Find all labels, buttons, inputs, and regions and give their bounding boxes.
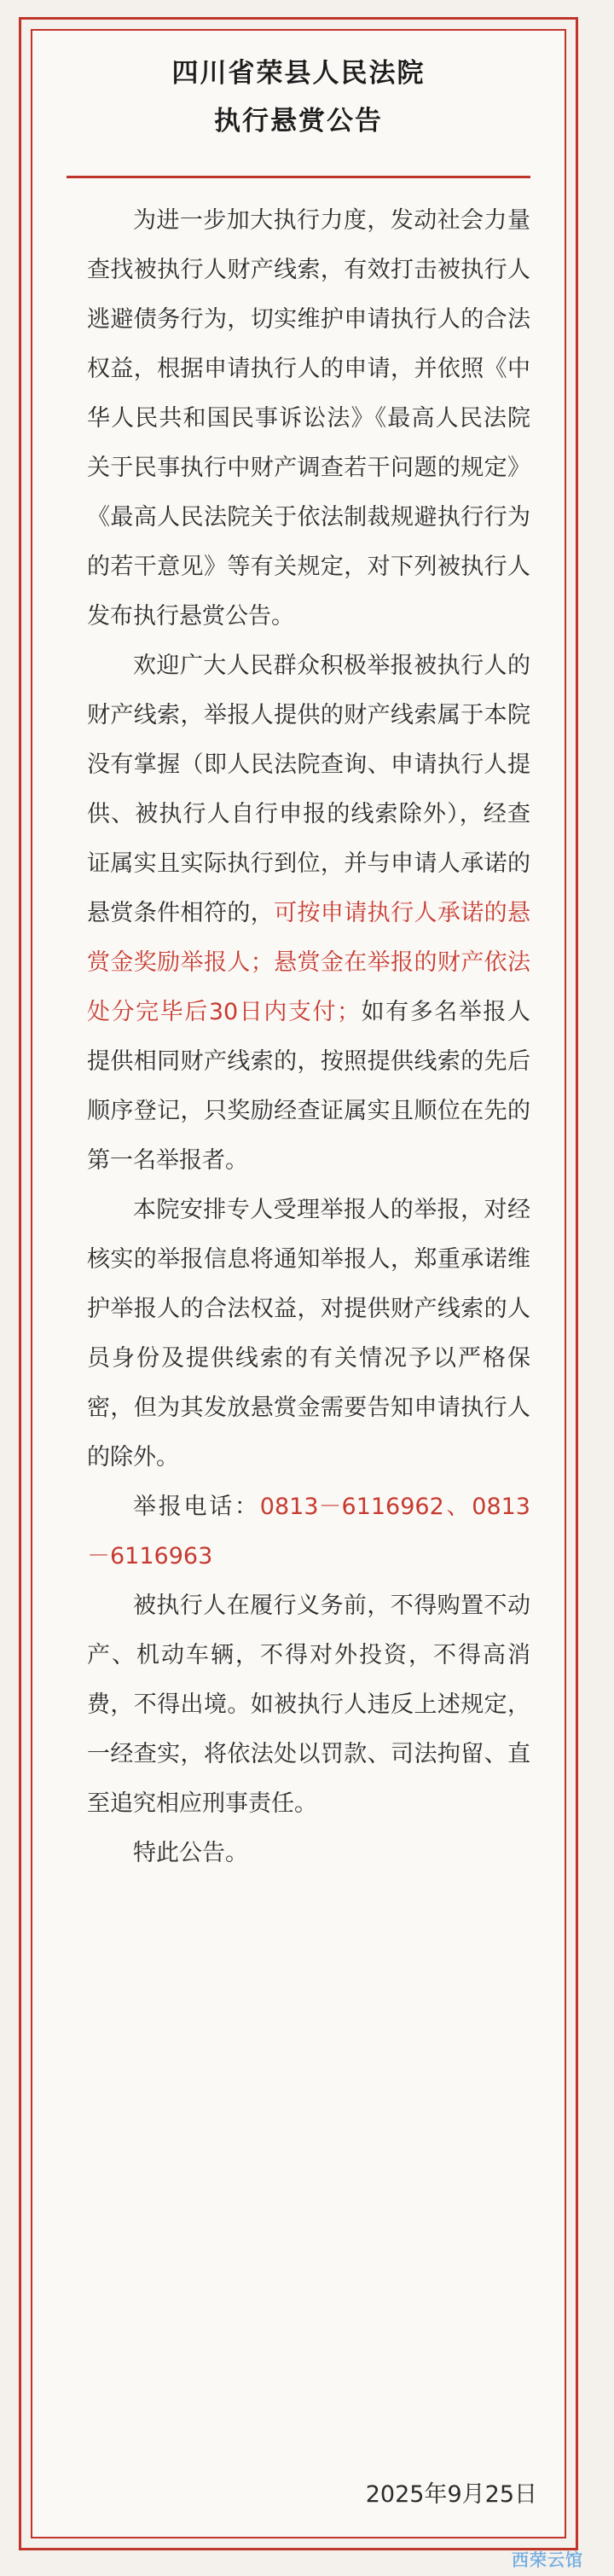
page-title bbox=[31, 49, 566, 145]
hotline-label: 举报电话： bbox=[133, 1494, 260, 1520]
title-notice-type: 执行悬赏公告 bbox=[214, 106, 383, 136]
reward-highlight: 可按申请执行人承诺的悬赏金奖励举报人；悬赏金在举报的财产依法处分完毕后30日内支付； bbox=[87, 900, 531, 1025]
paragraph-closing: 特此公告。 bbox=[133, 1840, 248, 1866]
title-divider bbox=[67, 176, 530, 178]
paragraph-intro: 为进一步加大执行力度，发动社会力量查找被执行人财产线索，有效打击被执行人逃避债务行为，切实维护申请执行人的合法权益，根据申请执行人的申请，并依照《中华人民共和国民事诉讼法》《最高人民法院关于民事执行中财产调查若干问题的规定》《最高人民法院关于依法制裁规避执行行为的若干意见》等有关规定，对下列被执行人发布执行悬赏公告。 bbox=[87, 207, 530, 629]
notice-date: 2025年9月25日 bbox=[365, 2481, 537, 2508]
paragraph-confidentiality: 本院安排专人受理举报人的举报，对经核实的举报信息将通知举报人，郑重承诺维护举报人的合法权益，对提供财产线索的人员身份及提供线索的有关情况予以严格保密，但为其发放悬赏金需要告知申请执行人的除外。 bbox=[87, 1197, 530, 1471]
watermark-logo: 西荣云馆 bbox=[512, 2550, 583, 2570]
paragraph-hotline bbox=[87, 1482, 530, 1581]
hotline-numbers[interactable]: 0813－6116962、0813－6116963 bbox=[87, 1494, 530, 1569]
paragraph-restrictions: 被执行人在履行义务前，不得购置不动产、机动车辆，不得对外投资，不得高消费，不得出境。如被执行人违反上述规定，一经查实，将依法处以罚款、司法拘留、直至追究相应刑事责任。 bbox=[87, 1593, 530, 1817]
notice-body bbox=[87, 196, 530, 1878]
paragraph-reward bbox=[87, 641, 530, 1186]
title-court-name: 四川省荣县人民法院 bbox=[171, 58, 426, 89]
reward-text-part1: 欢迎广大人民群众积极举报被执行人的财产线索，举报人提供的财产线索属于本院没有掌握（即人民法院查询、申请执行人提供、被执行人自行申报的线索除外），经查证属实且实际执行到位，并与申请人承诺的悬赏条件相符的， bbox=[87, 653, 530, 926]
reward-text-part2: 如有多名举报人提供相同财产线索的，按照提供线索的先后顺序登记，只奖励经查证属实且顺位在先的第一名举报者。 bbox=[87, 999, 531, 1174]
